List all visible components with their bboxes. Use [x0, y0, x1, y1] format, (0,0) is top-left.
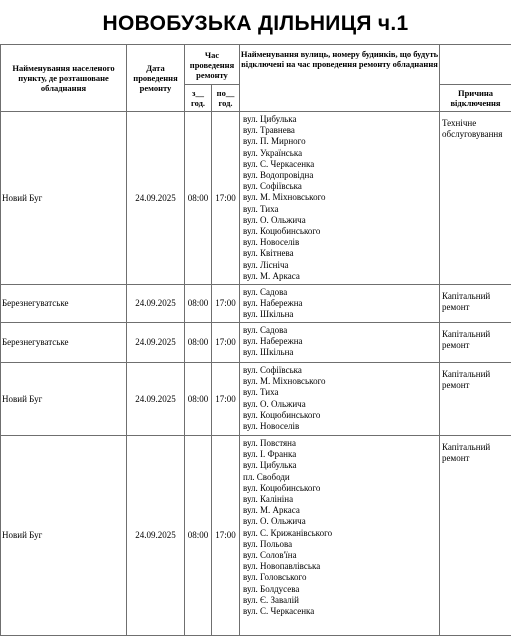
table-row [1, 323, 511, 363]
street-item: вул. Шкільна [243, 347, 439, 358]
streets-cell [240, 363, 440, 436]
time-from-cell: 08:00 [185, 285, 212, 323]
table-row [1, 436, 511, 636]
street-item: вул. Софіївська [243, 365, 439, 376]
street-item: вул. Новопавлівська [243, 561, 439, 572]
street-item: вул. Коцюбинського [243, 226, 439, 237]
settlement-cell: Новий Буг [1, 112, 127, 285]
time-to-cell: 17:00 [212, 112, 240, 285]
street-item: вул. Повстяна [243, 438, 439, 449]
time-from-cell: 08:00 [185, 323, 212, 363]
table-row [1, 363, 511, 436]
header-to: по__ год. [212, 85, 240, 112]
table-row [1, 285, 511, 323]
street-item: вул. Головського [243, 572, 439, 583]
header-settlement: Найменування населеного пункту, де розташоване обладнання [1, 45, 127, 112]
date-cell: 24.09.2025 [127, 285, 185, 323]
street-item: вул. Лісніча [243, 260, 439, 271]
time-to-cell: 17:00 [212, 285, 240, 323]
reason-cell: Технічне обслуговування [440, 112, 511, 285]
date-cell: 24.09.2025 [127, 112, 185, 285]
street-item: вул. Тиха [243, 387, 439, 398]
street-item: вул. Коцюбинського [243, 410, 439, 421]
header-time: Час проведення ремонту [185, 45, 240, 85]
table-row [1, 112, 511, 285]
reason-cell: Капітальний ремонт [440, 363, 511, 436]
street-item: вул. Коцюбинського [243, 483, 439, 494]
street-item: вул. Є. Завалій [243, 595, 439, 606]
street-item: вул. С. Черкасенка [243, 606, 439, 617]
reason-cell: Капітальний ремонт [440, 436, 511, 636]
settlement-cell: Новий Буг [1, 363, 127, 436]
outage-schedule-table [0, 44, 511, 636]
header-streets: Найменування вулиць, номеру будинків, що будуть відключені на час проведення ремонту обладнання [240, 45, 440, 112]
street-item: вул. Українська [243, 148, 439, 159]
time-to-cell: 17:00 [212, 436, 240, 636]
street-item: вул. С. Черкасенка [243, 159, 439, 170]
street-item: вул. Цибулька [243, 460, 439, 471]
street-item: вул. Тиха [243, 204, 439, 215]
street-item: вул. М. Міхновського [243, 192, 439, 203]
streets-cell [240, 323, 440, 363]
street-item: вул. Новоселів [243, 237, 439, 248]
street-item: вул. С. Крижанівського [243, 528, 439, 539]
date-cell: 24.09.2025 [127, 323, 185, 363]
street-item: пл. Свободи [243, 472, 439, 483]
street-item: вул. Садова [243, 325, 439, 336]
settlement-cell: Новий Буг [1, 436, 127, 636]
time-from-cell: 08:00 [185, 112, 212, 285]
street-item: вул. Цибулька [243, 114, 439, 125]
reason-cell: Капітальний ремонт [440, 285, 511, 323]
street-item: вул. М. Аркаса [243, 271, 439, 282]
settlement-cell: Березнегуватське [1, 323, 127, 363]
street-item: вул. Квітнева [243, 248, 439, 259]
header-from: з__ год. [185, 85, 212, 112]
time-to-cell: 17:00 [212, 323, 240, 363]
streets-cell [240, 112, 440, 285]
street-item: вул. І. Франка [243, 449, 439, 460]
streets-cell [240, 436, 440, 636]
street-item: вул. Набережна [243, 336, 439, 347]
street-item: вул. Новоселів [243, 421, 439, 432]
reason-cell: Капітальний ремонт [440, 323, 511, 363]
street-item: вул. Калініна [243, 494, 439, 505]
street-item: вул. Набережна [243, 298, 439, 309]
page-title: НОВОБУЗЬКА ДІЛЬНИЦЯ ч.1 [0, 12, 511, 36]
street-item: вул. М. Міхновського [243, 376, 439, 387]
date-cell: 24.09.2025 [127, 363, 185, 436]
street-item: вул. О. Ольжича [243, 215, 439, 226]
street-item: вул. Шкільна [243, 309, 439, 320]
street-item: вул. П. Мирного [243, 136, 439, 147]
time-from-cell: 08:00 [185, 363, 212, 436]
street-item: вул. Софіївська [243, 181, 439, 192]
street-item: вул. Польова [243, 539, 439, 550]
street-item: вул. Водопровідна [243, 170, 439, 181]
streets-cell [240, 285, 440, 323]
time-to-cell: 17:00 [212, 363, 240, 436]
header-reason: Причина відключення [440, 85, 511, 112]
street-item: вул. О. Ольжича [243, 399, 439, 410]
settlement-cell: Березнегуватське [1, 285, 127, 323]
street-item: вул. О. Ольжича [243, 516, 439, 527]
header-empty [440, 45, 511, 85]
street-item: вул. Травнева [243, 125, 439, 136]
street-item: вул. Садова [243, 287, 439, 298]
date-cell: 24.09.2025 [127, 436, 185, 636]
street-item: вул. М. Аркаса [243, 505, 439, 516]
street-item: вул. Болдусева [243, 584, 439, 595]
header-date: Дата проведення ремонту [127, 45, 185, 112]
time-from-cell: 08:00 [185, 436, 212, 636]
street-item: вул. Солов'їна [243, 550, 439, 561]
